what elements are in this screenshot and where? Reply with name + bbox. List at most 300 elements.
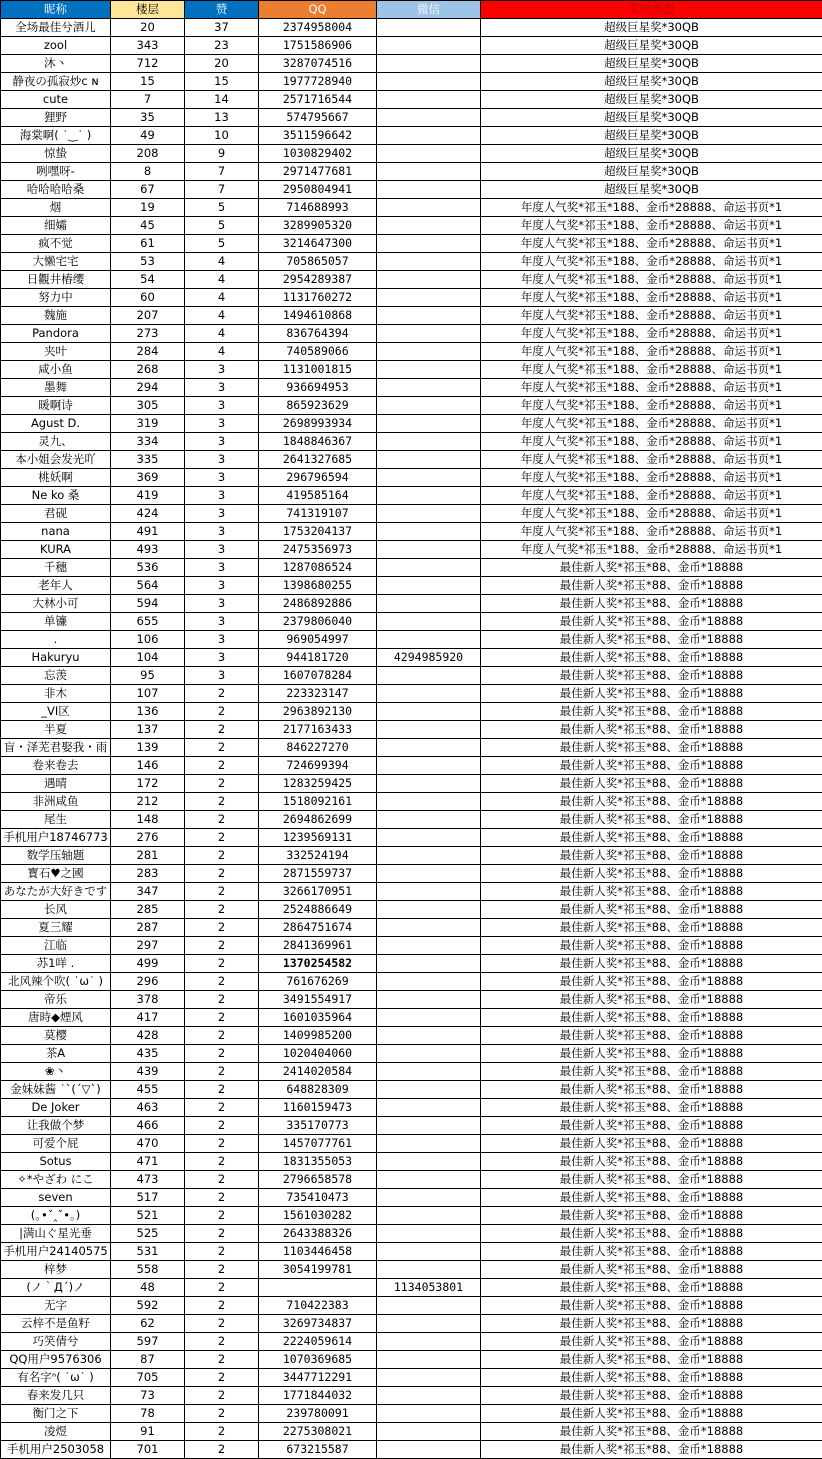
cell-qq[interactable]: 2796658578 [259, 1171, 377, 1189]
cell-wechat[interactable]: 4294985920 [377, 649, 481, 667]
cell-wechat[interactable] [377, 235, 481, 253]
cell-likes[interactable]: 4 [185, 271, 259, 289]
cell-floor[interactable]: 106 [111, 631, 185, 649]
cell-prize[interactable]: 超级巨星奖*30QB [481, 109, 822, 127]
cell-nickname[interactable]: 梓梦 [1, 1261, 111, 1279]
cell-wechat[interactable] [377, 253, 481, 271]
cell-qq[interactable]: 1160159473 [259, 1099, 377, 1117]
cell-likes[interactable]: 4 [185, 253, 259, 271]
cell-qq[interactable]: 714688993 [259, 199, 377, 217]
cell-qq[interactable]: 2963892130 [259, 703, 377, 721]
cell-floor[interactable]: 597 [111, 1333, 185, 1351]
cell-likes[interactable]: 3 [185, 451, 259, 469]
cell-floor[interactable]: 712 [111, 55, 185, 73]
cell-likes[interactable]: 2 [185, 937, 259, 955]
cell-wechat[interactable] [377, 613, 481, 631]
cell-nickname[interactable]: 手机用户2503058 [1, 1441, 111, 1459]
cell-prize[interactable]: 最佳新人奖*祁玉*88、金币*18888 [481, 685, 822, 703]
cell-prize[interactable]: 年度人气奖*祁玉*188、金币*28888、命运书页*1 [481, 541, 822, 559]
cell-wechat[interactable] [377, 379, 481, 397]
cell-wechat[interactable] [377, 1333, 481, 1351]
cell-nickname[interactable]: 静夜の孤寂炒ᴄ ɴ [1, 73, 111, 91]
cell-wechat[interactable] [377, 1117, 481, 1135]
cell-floor[interactable]: 335 [111, 451, 185, 469]
cell-likes[interactable]: 3 [185, 631, 259, 649]
cell-prize[interactable]: 最佳新人奖*祁玉*88、金币*18888 [481, 1261, 822, 1279]
cell-likes[interactable]: 2 [185, 1333, 259, 1351]
cell-likes[interactable]: 2 [185, 1261, 259, 1279]
cell-likes[interactable]: 2 [185, 1027, 259, 1045]
cell-likes[interactable]: 2 [185, 1009, 259, 1027]
cell-likes[interactable]: 2 [185, 883, 259, 901]
cell-likes[interactable]: 2 [185, 793, 259, 811]
cell-floor[interactable]: 493 [111, 541, 185, 559]
cell-likes[interactable]: 2 [185, 1099, 259, 1117]
cell-prize[interactable]: 最佳新人奖*祁玉*88、金币*18888 [481, 757, 822, 775]
cell-prize[interactable]: 最佳新人奖*祁玉*88、金币*18888 [481, 937, 822, 955]
cell-wechat[interactable] [377, 145, 481, 163]
cell-nickname[interactable]: 墨舞 [1, 379, 111, 397]
cell-prize[interactable]: 最佳新人奖*祁玉*88、金币*18888 [481, 1279, 822, 1297]
cell-floor[interactable]: 62 [111, 1315, 185, 1333]
cell-prize[interactable]: 最佳新人奖*祁玉*88、金币*18888 [481, 1297, 822, 1315]
cell-likes[interactable]: 2 [185, 1315, 259, 1333]
cell-nickname[interactable]: 手机用户24140575 [1, 1243, 111, 1261]
cell-wechat[interactable] [377, 991, 481, 1009]
cell-nickname[interactable]: 茶A [1, 1045, 111, 1063]
cell-prize[interactable]: 最佳新人奖*祁玉*88、金币*18888 [481, 901, 822, 919]
cell-nickname[interactable]: 狸野 [1, 109, 111, 127]
cell-nickname[interactable]: 咧嘿呀- [1, 163, 111, 181]
cell-likes[interactable]: 4 [185, 325, 259, 343]
cell-floor[interactable]: 95 [111, 667, 185, 685]
cell-floor[interactable]: 466 [111, 1117, 185, 1135]
cell-qq[interactable]: 1131001815 [259, 361, 377, 379]
cell-floor[interactable]: 287 [111, 919, 185, 937]
cell-nickname[interactable]: 哈哈哈哈桑 [1, 181, 111, 199]
cell-wechat[interactable] [377, 181, 481, 199]
cell-prize[interactable]: 最佳新人奖*祁玉*88、金币*18888 [481, 1099, 822, 1117]
cell-prize[interactable]: 年度人气奖*祁玉*188、金币*28888、命运书页*1 [481, 289, 822, 307]
cell-likes[interactable]: 2 [185, 1351, 259, 1369]
cell-likes[interactable]: 2 [185, 775, 259, 793]
cell-wechat[interactable] [377, 865, 481, 883]
cell-likes[interactable]: 2 [185, 991, 259, 1009]
cell-likes[interactable]: 23 [185, 37, 259, 55]
cell-floor[interactable]: 48 [111, 1279, 185, 1297]
cell-wechat[interactable] [377, 901, 481, 919]
cell-likes[interactable]: 2 [185, 1171, 259, 1189]
cell-qq[interactable]: 3289905320 [259, 217, 377, 235]
cell-likes[interactable]: 15 [185, 73, 259, 91]
cell-prize[interactable]: 最佳新人奖*祁玉*88、金币*18888 [481, 1243, 822, 1261]
cell-wechat[interactable] [377, 1027, 481, 1045]
cell-likes[interactable]: 2 [185, 847, 259, 865]
cell-wechat[interactable] [377, 289, 481, 307]
cell-nickname[interactable]: 唐時◆煙风 [1, 1009, 111, 1027]
cell-floor[interactable]: 424 [111, 505, 185, 523]
cell-wechat[interactable] [377, 1369, 481, 1387]
cell-floor[interactable]: 285 [111, 901, 185, 919]
cell-floor[interactable]: 107 [111, 685, 185, 703]
header-floor[interactable]: 楼层 [111, 1, 185, 19]
cell-prize[interactable]: 超级巨星奖*30QB [481, 19, 822, 37]
cell-wechat[interactable] [377, 667, 481, 685]
cell-likes[interactable]: 2 [185, 757, 259, 775]
cell-qq[interactable]: 724699394 [259, 757, 377, 775]
cell-qq[interactable]: 3447712291 [259, 1369, 377, 1387]
cell-prize[interactable]: 年度人气奖*祁玉*188、金币*28888、命运书页*1 [481, 397, 822, 415]
cell-prize[interactable]: 最佳新人奖*祁玉*88、金币*18888 [481, 1351, 822, 1369]
cell-nickname[interactable]: 灵九、 [1, 433, 111, 451]
cell-nickname[interactable]: De Joker [1, 1099, 111, 1117]
cell-wechat[interactable] [377, 1099, 481, 1117]
cell-floor[interactable]: 455 [111, 1081, 185, 1099]
cell-prize[interactable]: 最佳新人奖*祁玉*88、金币*18888 [481, 577, 822, 595]
cell-qq[interactable]: 1409985200 [259, 1027, 377, 1045]
cell-wechat[interactable] [377, 37, 481, 55]
cell-wechat[interactable] [377, 919, 481, 937]
cell-nickname[interactable]: 寳石♥之國 [1, 865, 111, 883]
cell-floor[interactable]: 471 [111, 1153, 185, 1171]
cell-likes[interactable]: 2 [185, 739, 259, 757]
cell-likes[interactable]: 2 [185, 973, 259, 991]
cell-prize[interactable]: 最佳新人奖*祁玉*88、金币*18888 [481, 1225, 822, 1243]
cell-prize[interactable]: 最佳新人奖*祁玉*88、金币*18888 [481, 1117, 822, 1135]
cell-nickname[interactable]: 非木 [1, 685, 111, 703]
cell-qq[interactable]: 1771844032 [259, 1387, 377, 1405]
cell-nickname[interactable]: 半夏 [1, 721, 111, 739]
cell-qq[interactable]: 969054997 [259, 631, 377, 649]
cell-qq[interactable]: 2954289387 [259, 271, 377, 289]
cell-floor[interactable]: 294 [111, 379, 185, 397]
cell-floor[interactable]: 435 [111, 1045, 185, 1063]
cell-floor[interactable]: 296 [111, 973, 185, 991]
cell-wechat[interactable] [377, 1153, 481, 1171]
cell-floor[interactable]: 521 [111, 1207, 185, 1225]
cell-floor[interactable]: 268 [111, 361, 185, 379]
cell-wechat[interactable] [377, 973, 481, 991]
cell-prize[interactable]: 最佳新人奖*祁玉*88、金币*18888 [481, 829, 822, 847]
cell-floor[interactable]: 499 [111, 955, 185, 973]
cell-qq[interactable]: 1601035964 [259, 1009, 377, 1027]
cell-floor[interactable]: 439 [111, 1063, 185, 1081]
cell-wechat[interactable] [377, 271, 481, 289]
cell-qq[interactable]: 1751586906 [259, 37, 377, 55]
cell-wechat[interactable] [377, 361, 481, 379]
cell-qq[interactable]: 223323147 [259, 685, 377, 703]
cell-likes[interactable]: 2 [185, 1153, 259, 1171]
cell-likes[interactable]: 3 [185, 379, 259, 397]
cell-floor[interactable]: 536 [111, 559, 185, 577]
cell-qq[interactable]: 2224059614 [259, 1333, 377, 1351]
cell-floor[interactable]: 208 [111, 145, 185, 163]
cell-nickname[interactable]: QQ用户9576306 [1, 1351, 111, 1369]
cell-nickname[interactable]: Sotus [1, 1153, 111, 1171]
cell-prize[interactable]: 最佳新人奖*祁玉*88、金币*18888 [481, 1387, 822, 1405]
cell-qq[interactable]: 335170773 [259, 1117, 377, 1135]
cell-qq[interactable]: 2414020584 [259, 1063, 377, 1081]
cell-floor[interactable]: 207 [111, 307, 185, 325]
cell-nickname[interactable]: 衡门之下 [1, 1405, 111, 1423]
cell-wechat[interactable] [377, 955, 481, 973]
cell-prize[interactable]: 超级巨星奖*30QB [481, 181, 822, 199]
cell-prize[interactable]: 最佳新人奖*祁玉*88、金币*18888 [481, 883, 822, 901]
cell-prize[interactable]: 最佳新人奖*祁玉*88、金币*18888 [481, 1135, 822, 1153]
cell-nickname[interactable]: 非洲咸鱼 [1, 793, 111, 811]
cell-nickname[interactable]: あなたが大好きです [1, 883, 111, 901]
cell-likes[interactable]: 2 [185, 1243, 259, 1261]
cell-wechat[interactable] [377, 757, 481, 775]
cell-nickname[interactable]: 沐丶 [1, 55, 111, 73]
cell-wechat[interactable] [377, 1171, 481, 1189]
cell-prize[interactable]: 最佳新人奖*祁玉*88、金币*18888 [481, 1423, 822, 1441]
cell-nickname[interactable]: (｡•ˇ‸ˇ•｡) [1, 1207, 111, 1225]
cell-floor[interactable]: 463 [111, 1099, 185, 1117]
cell-prize[interactable]: 最佳新人奖*祁玉*88、金币*18888 [481, 973, 822, 991]
cell-floor[interactable]: 20 [111, 19, 185, 37]
cell-floor[interactable]: 146 [111, 757, 185, 775]
cell-floor[interactable]: 136 [111, 703, 185, 721]
cell-prize[interactable]: 年度人气奖*祁玉*188、金币*28888、命运书页*1 [481, 487, 822, 505]
cell-prize[interactable]: 最佳新人奖*祁玉*88、金币*18888 [481, 919, 822, 937]
cell-wechat[interactable] [377, 541, 481, 559]
cell-floor[interactable]: 8 [111, 163, 185, 181]
cell-floor[interactable]: 49 [111, 127, 185, 145]
cell-floor[interactable]: 91 [111, 1423, 185, 1441]
cell-likes[interactable]: 3 [185, 613, 259, 631]
cell-qq[interactable]: 865923629 [259, 397, 377, 415]
cell-likes[interactable]: 3 [185, 487, 259, 505]
cell-floor[interactable]: 67 [111, 181, 185, 199]
cell-qq[interactable]: 846227270 [259, 739, 377, 757]
cell-wechat[interactable] [377, 163, 481, 181]
cell-prize[interactable]: 最佳新人奖*祁玉*88、金币*18888 [481, 649, 822, 667]
cell-nickname[interactable]: 君砚 [1, 505, 111, 523]
cell-likes[interactable]: 2 [185, 1405, 259, 1423]
header-prize[interactable]: 奖励类型 [481, 1, 822, 19]
cell-prize[interactable]: 年度人气奖*祁玉*188、金币*28888、命运书页*1 [481, 271, 822, 289]
cell-likes[interactable]: 3 [185, 667, 259, 685]
cell-likes[interactable]: 14 [185, 91, 259, 109]
cell-wechat[interactable] [377, 505, 481, 523]
cell-floor[interactable]: 491 [111, 523, 185, 541]
cell-floor[interactable]: 701 [111, 1441, 185, 1459]
cell-nickname[interactable]: 惊蛰 [1, 145, 111, 163]
cell-nickname[interactable]: 夹叶 [1, 343, 111, 361]
cell-wechat[interactable] [377, 559, 481, 577]
cell-wechat[interactable] [377, 487, 481, 505]
cell-nickname[interactable]: nana [1, 523, 111, 541]
cell-wechat[interactable] [377, 433, 481, 451]
cell-nickname[interactable]: 金妹妹酱 ˙ˋ(´▽`) [1, 1081, 111, 1099]
cell-likes[interactable]: 13 [185, 109, 259, 127]
cell-likes[interactable]: 10 [185, 127, 259, 145]
cell-likes[interactable]: 5 [185, 199, 259, 217]
cell-nickname[interactable]: 海棠啊( ˙‿˙ ) [1, 127, 111, 145]
cell-likes[interactable]: 2 [185, 829, 259, 847]
cell-prize[interactable]: 年度人气奖*祁玉*188、金币*28888、命运书页*1 [481, 343, 822, 361]
cell-nickname[interactable]: 全场最佳兮酒儿 [1, 19, 111, 37]
cell-floor[interactable]: 417 [111, 1009, 185, 1027]
cell-likes[interactable]: 4 [185, 343, 259, 361]
cell-wechat[interactable] [377, 325, 481, 343]
cell-nickname[interactable]: 可爱个屁 [1, 1135, 111, 1153]
cell-qq[interactable] [259, 1279, 377, 1297]
cell-likes[interactable]: 3 [185, 397, 259, 415]
cell-prize[interactable]: 最佳新人奖*祁玉*88、金币*18888 [481, 1333, 822, 1351]
cell-qq[interactable]: 761676269 [259, 973, 377, 991]
cell-nickname[interactable]: 细孀 [1, 217, 111, 235]
cell-nickname[interactable]: ✧*やざわ にこ [1, 1171, 111, 1189]
cell-wechat[interactable]: 1134053801 [377, 1279, 481, 1297]
cell-qq[interactable]: 936694953 [259, 379, 377, 397]
cell-qq[interactable]: 1977728940 [259, 73, 377, 91]
cell-qq[interactable]: 2275308021 [259, 1423, 377, 1441]
cell-qq[interactable]: 710422383 [259, 1297, 377, 1315]
cell-floor[interactable]: 284 [111, 343, 185, 361]
cell-qq[interactable]: 1070369685 [259, 1351, 377, 1369]
cell-likes[interactable]: 2 [185, 1441, 259, 1459]
cell-qq[interactable]: 2177163433 [259, 721, 377, 739]
cell-qq[interactable]: 1753204137 [259, 523, 377, 541]
cell-wechat[interactable] [377, 1135, 481, 1153]
cell-nickname[interactable]: 桃妖啊 [1, 469, 111, 487]
cell-qq[interactable]: 1131760272 [259, 289, 377, 307]
cell-wechat[interactable] [377, 109, 481, 127]
cell-qq[interactable]: 836764394 [259, 325, 377, 343]
cell-likes[interactable]: 5 [185, 217, 259, 235]
cell-prize[interactable]: 年度人气奖*祁玉*188、金币*28888、命运书页*1 [481, 361, 822, 379]
cell-nickname[interactable]: 苏1咩 . [1, 955, 111, 973]
cell-nickname[interactable]: zool [1, 37, 111, 55]
cell-wechat[interactable] [377, 397, 481, 415]
cell-prize[interactable]: 超级巨星奖*30QB [481, 55, 822, 73]
cell-floor[interactable]: 564 [111, 577, 185, 595]
cell-qq[interactable]: 1239569131 [259, 829, 377, 847]
cell-nickname[interactable]: 江临 [1, 937, 111, 955]
cell-wechat[interactable] [377, 721, 481, 739]
cell-nickname[interactable]: 本小姐会发光吖 [1, 451, 111, 469]
cell-wechat[interactable] [377, 577, 481, 595]
cell-prize[interactable]: 年度人气奖*祁玉*188、金币*28888、命运书页*1 [481, 523, 822, 541]
cell-wechat[interactable] [377, 415, 481, 433]
cell-prize[interactable]: 年度人气奖*祁玉*188、金币*28888、命运书页*1 [481, 415, 822, 433]
cell-likes[interactable]: 2 [185, 685, 259, 703]
cell-floor[interactable]: 592 [111, 1297, 185, 1315]
cell-wechat[interactable] [377, 127, 481, 145]
cell-prize[interactable]: 年度人气奖*祁玉*188、金币*28888、命运书页*1 [481, 469, 822, 487]
cell-prize[interactable]: 最佳新人奖*祁玉*88、金币*18888 [481, 1045, 822, 1063]
cell-nickname[interactable]: 疯不觉 [1, 235, 111, 253]
cell-prize[interactable]: 最佳新人奖*祁玉*88、金币*18888 [481, 559, 822, 577]
cell-nickname[interactable]: Agust D. [1, 415, 111, 433]
cell-floor[interactable]: 87 [111, 1351, 185, 1369]
cell-qq[interactable]: 2486892886 [259, 595, 377, 613]
cell-nickname[interactable]: 卷来卷去 [1, 757, 111, 775]
cell-wechat[interactable] [377, 469, 481, 487]
cell-floor[interactable]: 19 [111, 199, 185, 217]
cell-prize[interactable]: 最佳新人奖*祁玉*88、金币*18888 [481, 955, 822, 973]
cell-wechat[interactable] [377, 775, 481, 793]
cell-nickname[interactable]: 魏施 [1, 307, 111, 325]
cell-qq[interactable]: 1518092161 [259, 793, 377, 811]
cell-floor[interactable]: 137 [111, 721, 185, 739]
cell-qq[interactable]: 239780091 [259, 1405, 377, 1423]
cell-likes[interactable]: 2 [185, 901, 259, 919]
cell-wechat[interactable] [377, 1045, 481, 1063]
cell-floor[interactable]: 35 [111, 109, 185, 127]
cell-prize[interactable]: 最佳新人奖*祁玉*88、金币*18888 [481, 1171, 822, 1189]
cell-likes[interactable]: 2 [185, 1207, 259, 1225]
cell-floor[interactable]: 61 [111, 235, 185, 253]
cell-nickname[interactable]: 咸小鱼 [1, 361, 111, 379]
cell-wechat[interactable] [377, 1441, 481, 1459]
cell-wechat[interactable] [377, 523, 481, 541]
cell-qq[interactable]: 2641327685 [259, 451, 377, 469]
cell-floor[interactable]: 525 [111, 1225, 185, 1243]
cell-floor[interactable]: 139 [111, 739, 185, 757]
cell-qq[interactable]: 1494610868 [259, 307, 377, 325]
cell-nickname[interactable]: 千穗 [1, 559, 111, 577]
cell-qq[interactable]: 332524194 [259, 847, 377, 865]
cell-nickname[interactable]: Hakuryu [1, 649, 111, 667]
cell-floor[interactable]: 212 [111, 793, 185, 811]
cell-wechat[interactable] [377, 1261, 481, 1279]
cell-prize[interactable]: 最佳新人奖*祁玉*88、金币*18888 [481, 721, 822, 739]
cell-likes[interactable]: 4 [185, 307, 259, 325]
cell-nickname[interactable]: 巧笑倩兮 [1, 1333, 111, 1351]
cell-wechat[interactable] [377, 451, 481, 469]
cell-prize[interactable]: 最佳新人奖*祁玉*88、金币*18888 [481, 1315, 822, 1333]
cell-likes[interactable]: 2 [185, 919, 259, 937]
cell-likes[interactable]: 2 [185, 1063, 259, 1081]
cell-wechat[interactable] [377, 1297, 481, 1315]
cell-nickname[interactable]: 长风 [1, 901, 111, 919]
cell-nickname[interactable]: 努力中 [1, 289, 111, 307]
cell-floor[interactable]: 334 [111, 433, 185, 451]
cell-qq[interactable]: 740589066 [259, 343, 377, 361]
cell-wechat[interactable] [377, 883, 481, 901]
cell-prize[interactable]: 超级巨星奖*30QB [481, 73, 822, 91]
cell-likes[interactable]: 3 [185, 505, 259, 523]
cell-floor[interactable]: 54 [111, 271, 185, 289]
cell-qq[interactable]: 3269734837 [259, 1315, 377, 1333]
cell-likes[interactable]: 3 [185, 415, 259, 433]
cell-prize[interactable]: 最佳新人奖*祁玉*88、金币*18888 [481, 595, 822, 613]
cell-floor[interactable]: 305 [111, 397, 185, 415]
cell-floor[interactable]: 428 [111, 1027, 185, 1045]
cell-likes[interactable]: 2 [185, 1225, 259, 1243]
cell-likes[interactable]: 2 [185, 1387, 259, 1405]
cell-qq[interactable]: 2571716544 [259, 91, 377, 109]
cell-qq[interactable]: 3491554917 [259, 991, 377, 1009]
cell-floor[interactable]: 655 [111, 613, 185, 631]
cell-wechat[interactable] [377, 1315, 481, 1333]
cell-qq[interactable]: 2374958004 [259, 19, 377, 37]
cell-floor[interactable]: 297 [111, 937, 185, 955]
cell-wechat[interactable] [377, 1351, 481, 1369]
cell-likes[interactable]: 2 [185, 703, 259, 721]
cell-nickname[interactable]: 大林小可 [1, 595, 111, 613]
cell-nickname[interactable]: 帝乐 [1, 991, 111, 1009]
cell-floor[interactable]: 60 [111, 289, 185, 307]
cell-qq[interactable]: 2864751674 [259, 919, 377, 937]
cell-floor[interactable]: 473 [111, 1171, 185, 1189]
cell-prize[interactable]: 年度人气奖*祁玉*188、金币*28888、命运书页*1 [481, 505, 822, 523]
cell-nickname[interactable]: 手机用户18746773 [1, 829, 111, 847]
cell-floor[interactable]: 378 [111, 991, 185, 1009]
